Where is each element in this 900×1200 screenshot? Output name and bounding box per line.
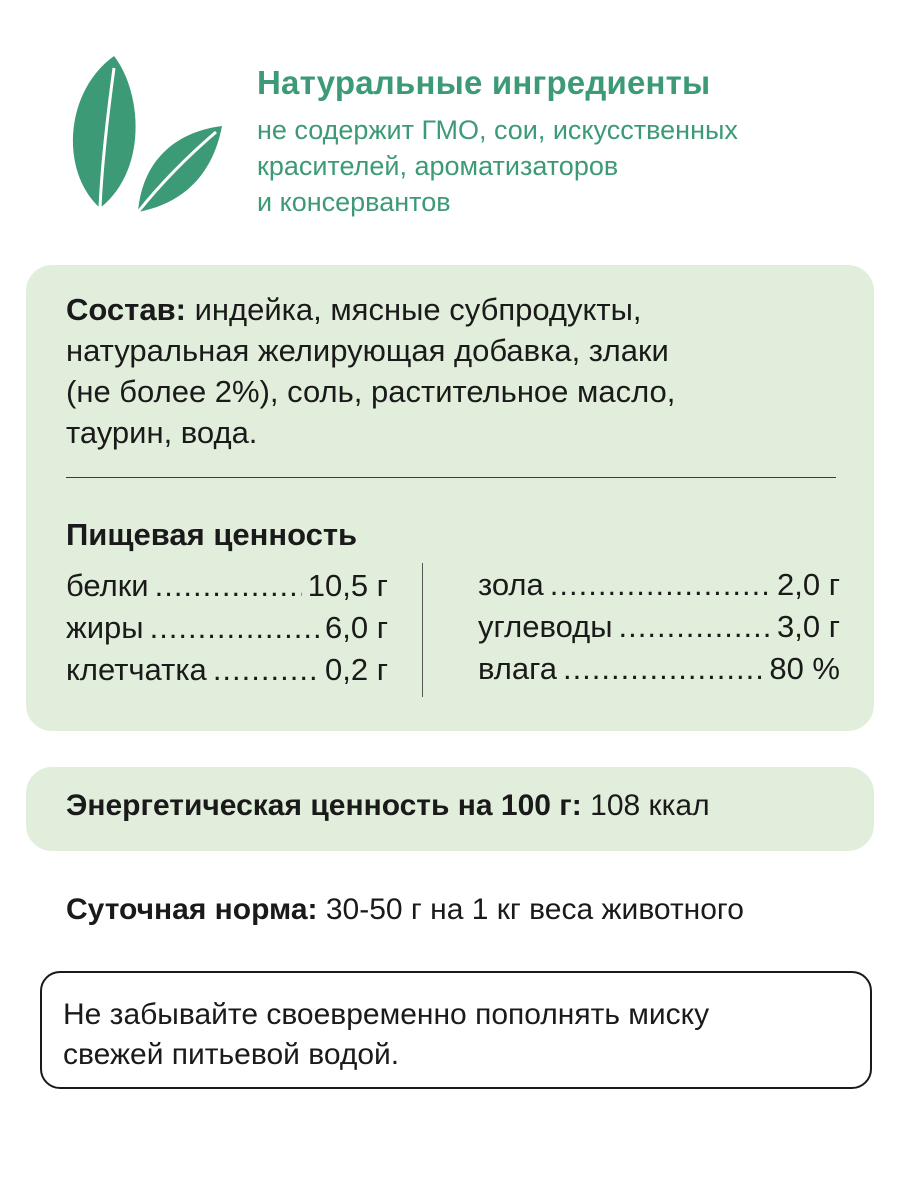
energy-value-line bbox=[66, 789, 710, 823]
composition-line: (не более 2%), соль, растительное масло, bbox=[66, 374, 676, 409]
nutrition-row bbox=[66, 568, 388, 610]
dot-leader bbox=[155, 568, 302, 604]
nutrient-name: белки bbox=[66, 568, 149, 603]
nutrition-column-right bbox=[478, 567, 840, 693]
composition-label: Состав: bbox=[66, 292, 186, 327]
nutrient-name: жиры bbox=[66, 610, 144, 645]
nutrient-name: влага bbox=[478, 651, 557, 686]
nutrition-title: Пищевая ценность bbox=[66, 517, 358, 552]
nutrient-value: 80 % bbox=[769, 651, 840, 686]
nutrition-column-left bbox=[66, 568, 388, 694]
daily-norm-line bbox=[66, 893, 744, 927]
page-title: Натуральные ингредиенты bbox=[257, 64, 711, 101]
nutrient-value: 2,0 г bbox=[776, 567, 840, 602]
nutrition-row bbox=[478, 609, 840, 651]
nutrient-value: 0,2 г bbox=[324, 652, 388, 687]
nutrition-row bbox=[478, 651, 840, 693]
composition-line: натуральная желирующая добавка, злаки bbox=[66, 333, 669, 368]
reminder-box bbox=[40, 971, 872, 1089]
divider bbox=[66, 477, 836, 478]
nutrient-name: клетчатка bbox=[66, 652, 207, 687]
nutrient-value: 6,0 г bbox=[324, 610, 388, 645]
nutrient-name: зола bbox=[478, 567, 544, 602]
column-separator bbox=[422, 563, 423, 697]
reminder-text bbox=[63, 995, 709, 1075]
subtitle-line: не содержит ГМО, сои, искусственных bbox=[257, 115, 738, 145]
energy-label: Энергетическая ценность на 100 г: bbox=[66, 789, 582, 822]
leaves-icon bbox=[62, 52, 227, 217]
composition-text bbox=[66, 289, 846, 453]
nutrient-value: 3,0 г bbox=[776, 609, 840, 644]
page-subtitle bbox=[257, 112, 877, 220]
energy-value: 108 ккал bbox=[581, 789, 710, 822]
dot-leader bbox=[619, 609, 771, 645]
nutrition-row bbox=[66, 652, 388, 694]
composition-panel bbox=[26, 265, 874, 731]
dot-leader bbox=[213, 652, 319, 688]
dot-leader bbox=[550, 567, 771, 603]
dot-leader bbox=[563, 651, 763, 687]
energy-panel bbox=[26, 767, 874, 851]
composition-line: таурин, вода. bbox=[66, 415, 258, 450]
reminder-line: свежей питьевой водой. bbox=[63, 1038, 400, 1071]
nutrition-row bbox=[478, 567, 840, 609]
dot-leader bbox=[150, 610, 319, 646]
nutrient-name: углеводы bbox=[478, 609, 613, 644]
daily-norm-value: 30-50 г на 1 кг веса животного bbox=[317, 893, 744, 926]
daily-norm-label: Суточная норма: bbox=[66, 893, 318, 926]
subtitle-line: и консервантов bbox=[257, 187, 451, 217]
composition-line: индейка, мясные субпродукты, bbox=[185, 292, 642, 327]
reminder-line: Не забывайте своевременно пополнять миску bbox=[63, 998, 710, 1031]
nutrient-value: 10,5 г bbox=[307, 568, 388, 603]
subtitle-line: красителей, ароматизаторов bbox=[257, 151, 619, 181]
nutrition-row bbox=[66, 610, 388, 652]
